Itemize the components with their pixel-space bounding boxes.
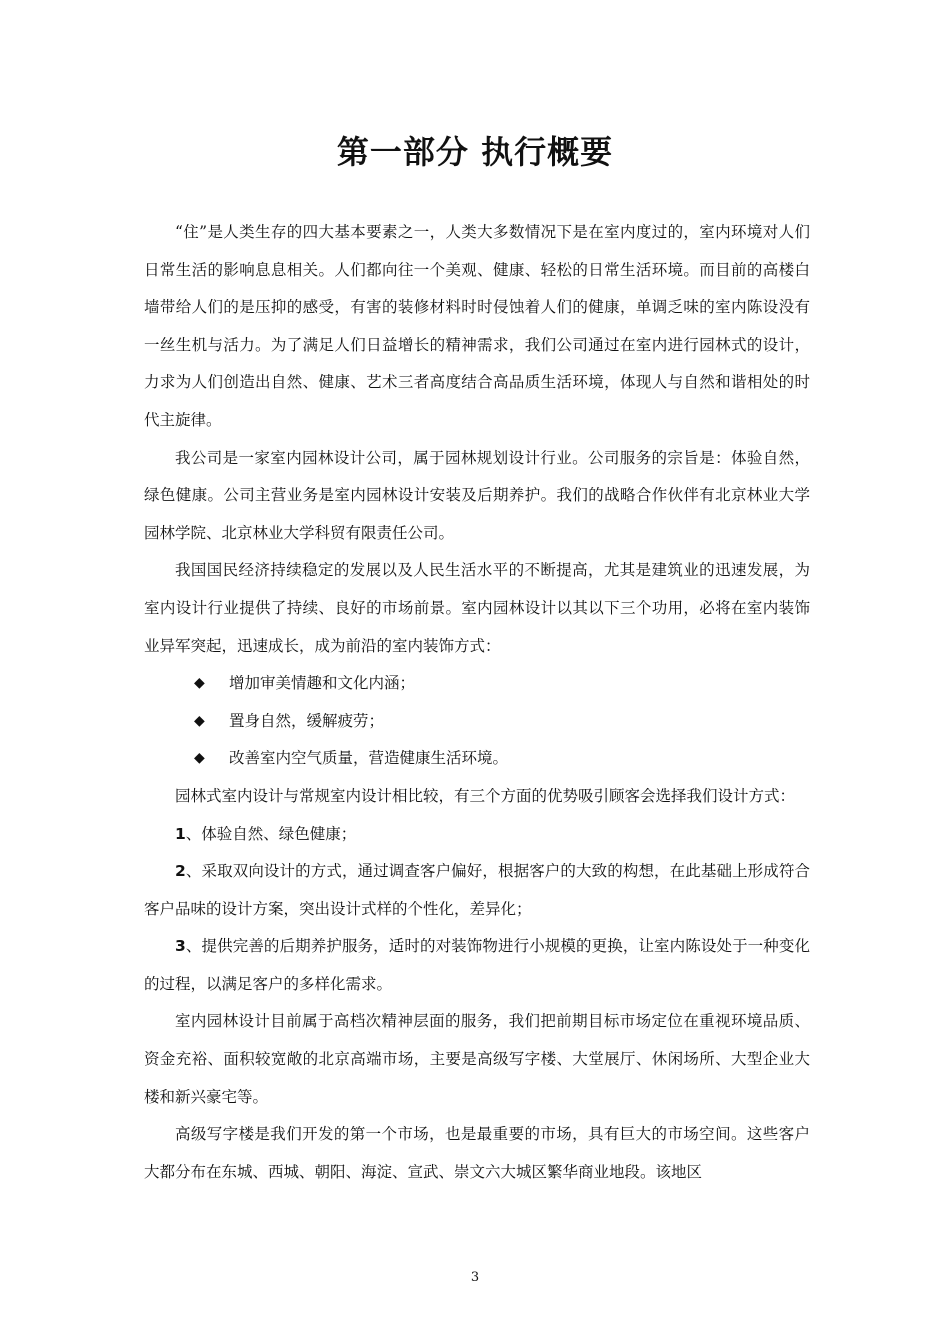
diamond-bullet-icon: ◆ [194,750,205,767]
paragraph-company: 我公司是一家室内园林设计公司，属于园林规划设计行业。公司服务的宗旨是：体验自然，绿色健康。公司主营业务是室内园林设计安装及后期养护。我们的战略合作伙伴有北京林业大学园林学院、北京林业大学科贸有限责任公司。 [144,448,810,542]
list-item [144,703,810,741]
paragraph-target-market: 室内园林设计目前属于高档次精神层面的服务，我们把前期目标市场定位在重视环境品质、资金充裕、面积较宽敞的北京高端市场，主要是高级写字楼、大堂展厅、休闲场所、大型企业大楼和新兴豪宅等。 [144,1012,810,1106]
diamond-bullet-icon: ◆ [194,675,205,692]
paragraph-office-market: 高级写字楼是我们开发的第一个市场，也是最重要的市场，具有巨大的市场空间。这些客户大都分布在东城、西城、朝阳、海淀、宣武、崇文六大城区繁华商业地段。该地区 [144,1125,810,1181]
advantage-text: 、采取双向设计的方式，通过调查客户偏好，根据客户的大致的构想，在此基础上形成符合客户品味的设计方案，突出设计式样的个性化，差异化； [144,862,810,918]
advantage-number: 3 [175,937,186,956]
list-item-text: 改善室内空气质量，营造健康生活环境。 [229,749,509,768]
paragraph-market-outlook: 我国国民经济持续稳定的发展以及人民生活水平的不断提高，尤其是建筑业的迅速发展，为室内设计行业提供了持续、良好的市场前景。室内园林设计以其以下三个功用，必将在室内装饰业异军突起，迅速成长，成为前沿的室内装饰方式： [144,561,810,655]
advantage-number: 1 [175,824,186,843]
advantage-item [144,928,810,1003]
paragraph-advantages-intro: 园林式室内设计与常规室内设计相比较，有三个方面的优势吸引顾客会选择我们设计方式： [175,786,796,805]
benefit-list [144,665,810,778]
list-item [144,665,810,703]
document-body [144,214,810,1191]
advantage-number: 2 [175,862,186,881]
diamond-bullet-icon: ◆ [194,712,205,729]
list-item-text: 置身自然，缓解疲劳； [229,711,385,730]
list-item-text: 增加审美情趣和文化内涵； [229,674,416,693]
page-title: 第一部分 执行概要 [336,133,614,171]
advantage-text: 、体验自然、绿色健康； [185,824,357,843]
advantage-text: 、提供完善的后期养护服务，适时的对装饰物进行小规模的更换，让室内陈设处于一种变化的过程，以满足客户的多样化需求。 [144,937,810,993]
advantage-item [144,816,810,854]
list-item [144,740,810,778]
paragraph-intro: “住”是人类生存的四大基本要素之一，人类大多数情况下是在室内度过的，室内环境对人们日常生活的影响息息相关。人们都向往一个美观、健康、轻松的日常生活环境。而目前的高楼白墙带给人们的是压抑的感受，有害的装修材料时时侵蚀着人们的健康，单调乏味的室内陈设没有一丝生机与活力。为了满足人们日益增长的精神需求，我们公司通过在室内进行园林式的设计，力求为人们创造出自然、健康、艺术三者高度结合高品质生活环境，体现人与自然和谐相处的时代主旋律。 [144,223,810,429]
page-number: 3 [470,1270,480,1285]
advantage-item [144,853,810,928]
